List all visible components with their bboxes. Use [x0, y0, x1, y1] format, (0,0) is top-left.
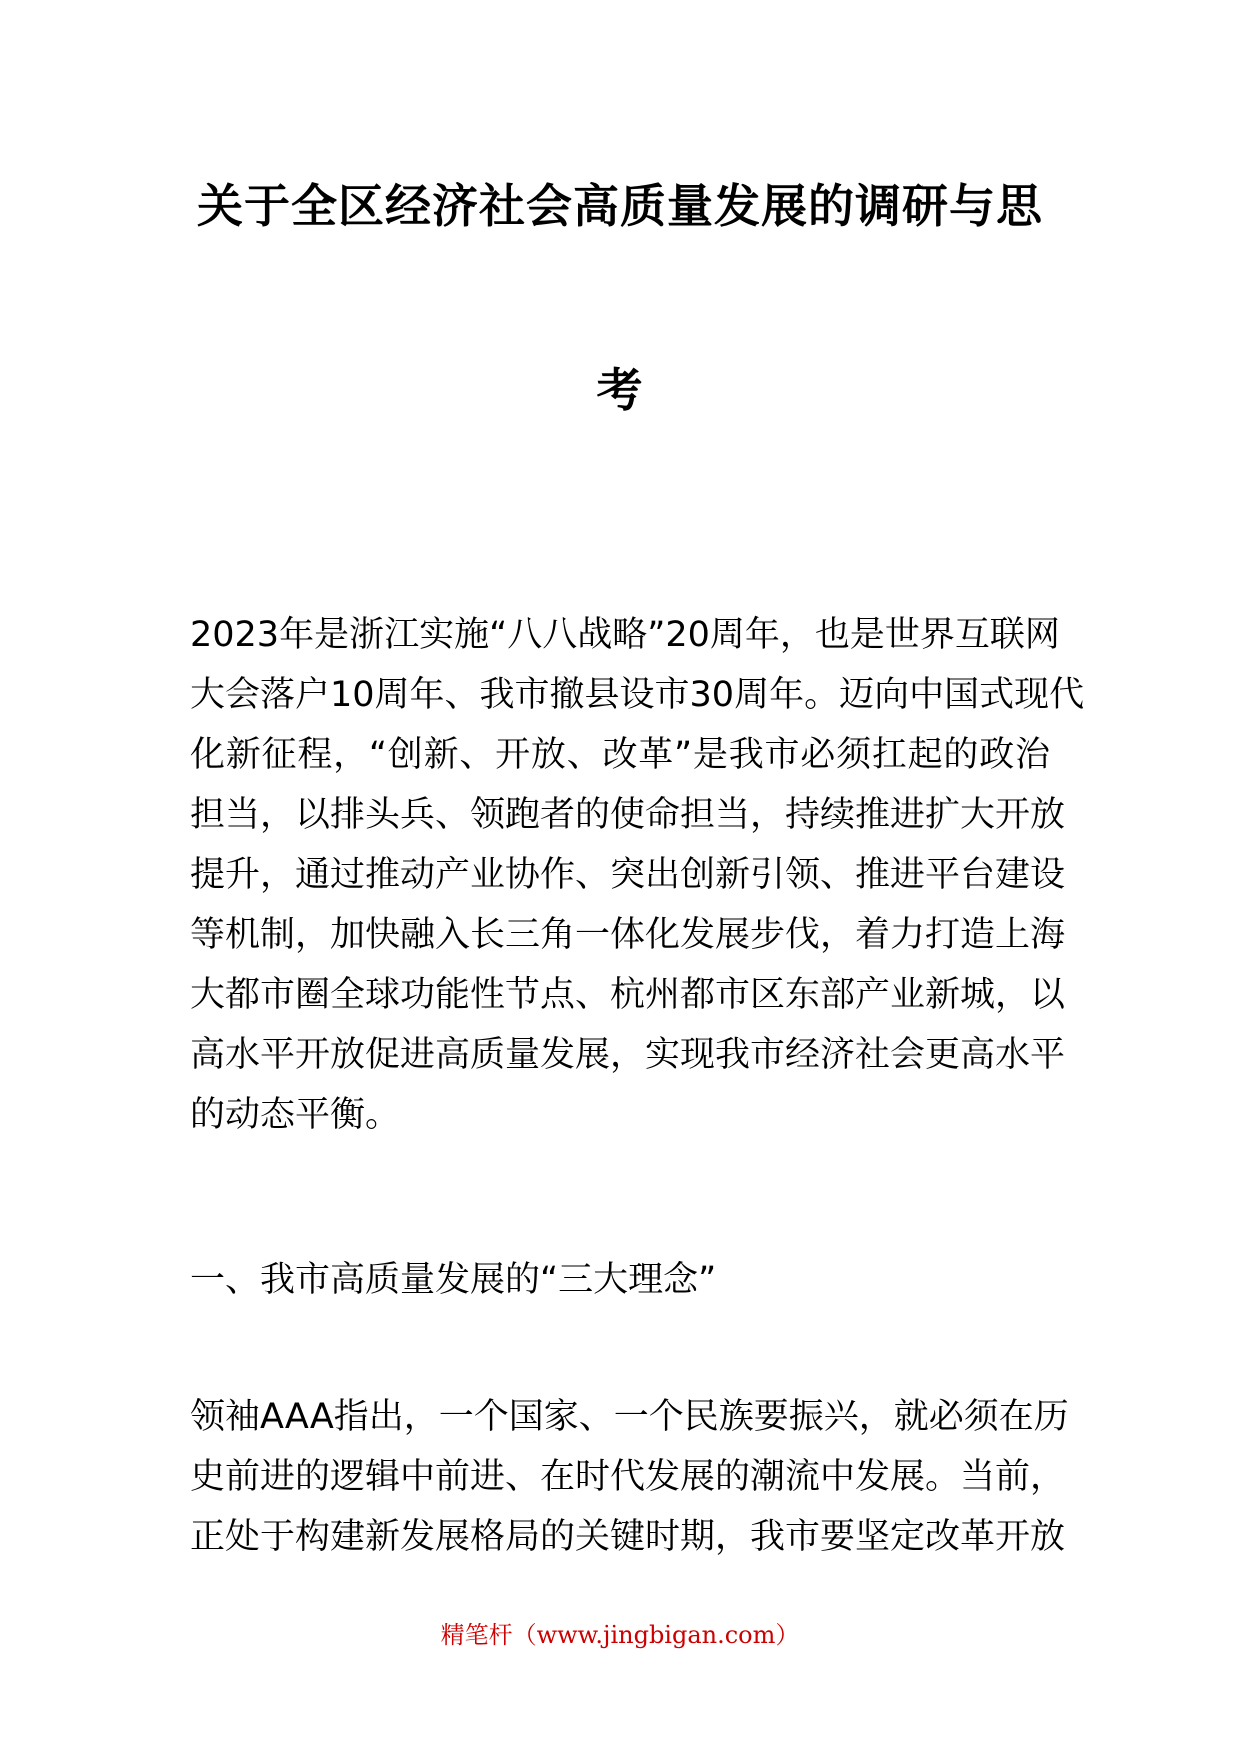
- paragraph-line: 等机制，加快融入长三角一体化发展步伐，着力打造上海: [190, 915, 1066, 955]
- section-heading-1: 一、我市高质量发展的“三大理念”: [190, 1260, 717, 1300]
- paragraph-intro: [190, 605, 1085, 1145]
- document-title-line-1: 关于全区经济社会高质量发展的调研与思: [197, 179, 1043, 233]
- paragraph-line: 领袖AAA指出，一个国家、一个民族要振兴，就必须在历: [190, 1397, 1069, 1437]
- paragraph-line: 化新征程，“创新、开放、改革”是我市必须扛起的政治: [190, 735, 1050, 775]
- watermark-footer: 精笔杆（www.jingbigan.com）: [440, 1621, 800, 1649]
- document-title-line-2: 考: [596, 363, 644, 417]
- paragraph-line: 大都市圈全球功能性节点、杭州都市区东部产业新城，以: [190, 975, 1066, 1015]
- paragraph-line: 2023年是浙江实施“八八战略”20周年，也是世界互联网: [190, 615, 1060, 655]
- paragraph-line: 正处于构建新发展格局的关键时期，我市要坚定改革开放: [190, 1517, 1066, 1557]
- paragraph-line: 担当，以排头兵、领跑者的使命担当，持续推进扩大开放: [190, 795, 1066, 835]
- paragraph-line: 大会落户10周年、我市撤县设市30周年。迈向中国式现代: [190, 675, 1085, 715]
- paragraph-line: 的动态平衡。: [190, 1095, 401, 1135]
- paragraph-line: 高水平开放促进高质量发展，实现我市经济社会更高水平: [190, 1035, 1066, 1075]
- paragraph-section-1: [190, 1387, 1069, 1567]
- paragraph-line: 提升，通过推动产业协作、突出创新引领、推进平台建设: [190, 855, 1066, 895]
- paragraph-line: 史前进的逻辑中前进、在时代发展的潮流中发展。当前，: [190, 1457, 1066, 1497]
